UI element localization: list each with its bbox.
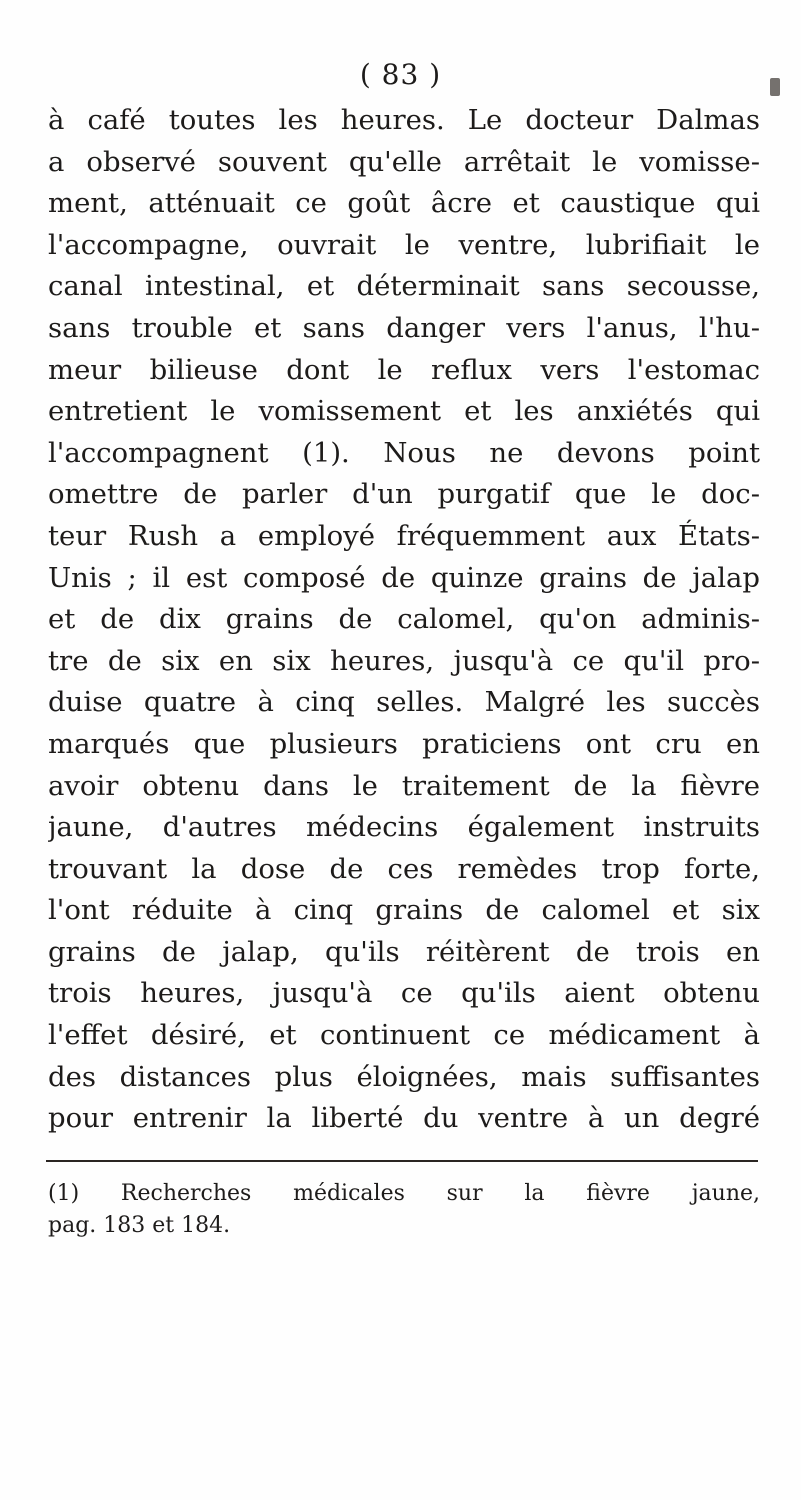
text-line: trouvant la dose de ces remèdes trop forte,	[48, 852, 760, 885]
text-line: à café toutes les heures. Le docteur Dalmas	[48, 104, 760, 136]
text-line: duise quatre à cinq selles. Malgré les succès	[48, 686, 760, 719]
bookmark-marker-icon	[770, 78, 780, 96]
text-line: l'ont réduite à cinq grains de calomel et six	[48, 894, 760, 927]
text-line: omettre de parler d'un purgatif que le doc-	[48, 478, 760, 511]
text-line: et de dix grains de calomel, qu'on adminis-	[48, 603, 760, 636]
text-line: meur bilieuse dont le reflux vers l'estomac	[48, 353, 760, 386]
text-line: pour entrenir la liberté du ventre à un degré	[48, 1102, 760, 1135]
footnote-line: (1) Recherches médicales sur la fièvre jaune,	[48, 1181, 760, 1206]
text-line: ment, atténuait ce goût âcre et caustique qui	[48, 187, 760, 220]
text-line: avoir obtenu dans le traitement de la fièvre	[48, 769, 760, 802]
footnote	[48, 1178, 760, 1242]
text-line: entretient le vomissement et les anxiétés qui	[48, 395, 760, 428]
text-line: l'accompagne, ouvrait le ventre, lubrifiait le	[48, 228, 760, 261]
text-line: canal intestinal, et déterminait sans secousse,	[48, 270, 760, 303]
footnote-divider	[46, 1160, 758, 1162]
text-line: grains de jalap, qu'ils réitèrent de trois en	[48, 935, 760, 968]
text-line: sans trouble et sans danger vers l'anus, l'hu-	[48, 311, 760, 344]
text-line: tre de six en six heures, jusqu'à ce qu'il pro-	[48, 644, 760, 677]
text-line: l'effet désiré, et continuent ce médicament à	[48, 1019, 760, 1052]
text-line: des distances plus éloignées, mais suffisantes	[48, 1060, 760, 1093]
text-line: jaune, d'autres médecins également instruits	[48, 811, 760, 844]
text-line: a observé souvent qu'elle arrêtait le vomisse-	[48, 145, 760, 178]
page-number: ( 83 )	[359, 58, 442, 91]
footnote-line: pag. 183 et 184.	[48, 1213, 231, 1238]
body-text	[48, 100, 760, 1140]
text-line: Unis ; il est composé de quinze grains de jalap	[48, 561, 760, 594]
text-line: l'accompagnent (1). Nous ne devons point	[48, 436, 760, 469]
text-line: trois heures, jusqu'à ce qu'ils aient obtenu	[48, 977, 760, 1010]
text-line: marqués que plusieurs praticiens ont cru en	[48, 727, 760, 760]
text-line: teur Rush a employé fréquemment aux États-	[48, 519, 760, 552]
